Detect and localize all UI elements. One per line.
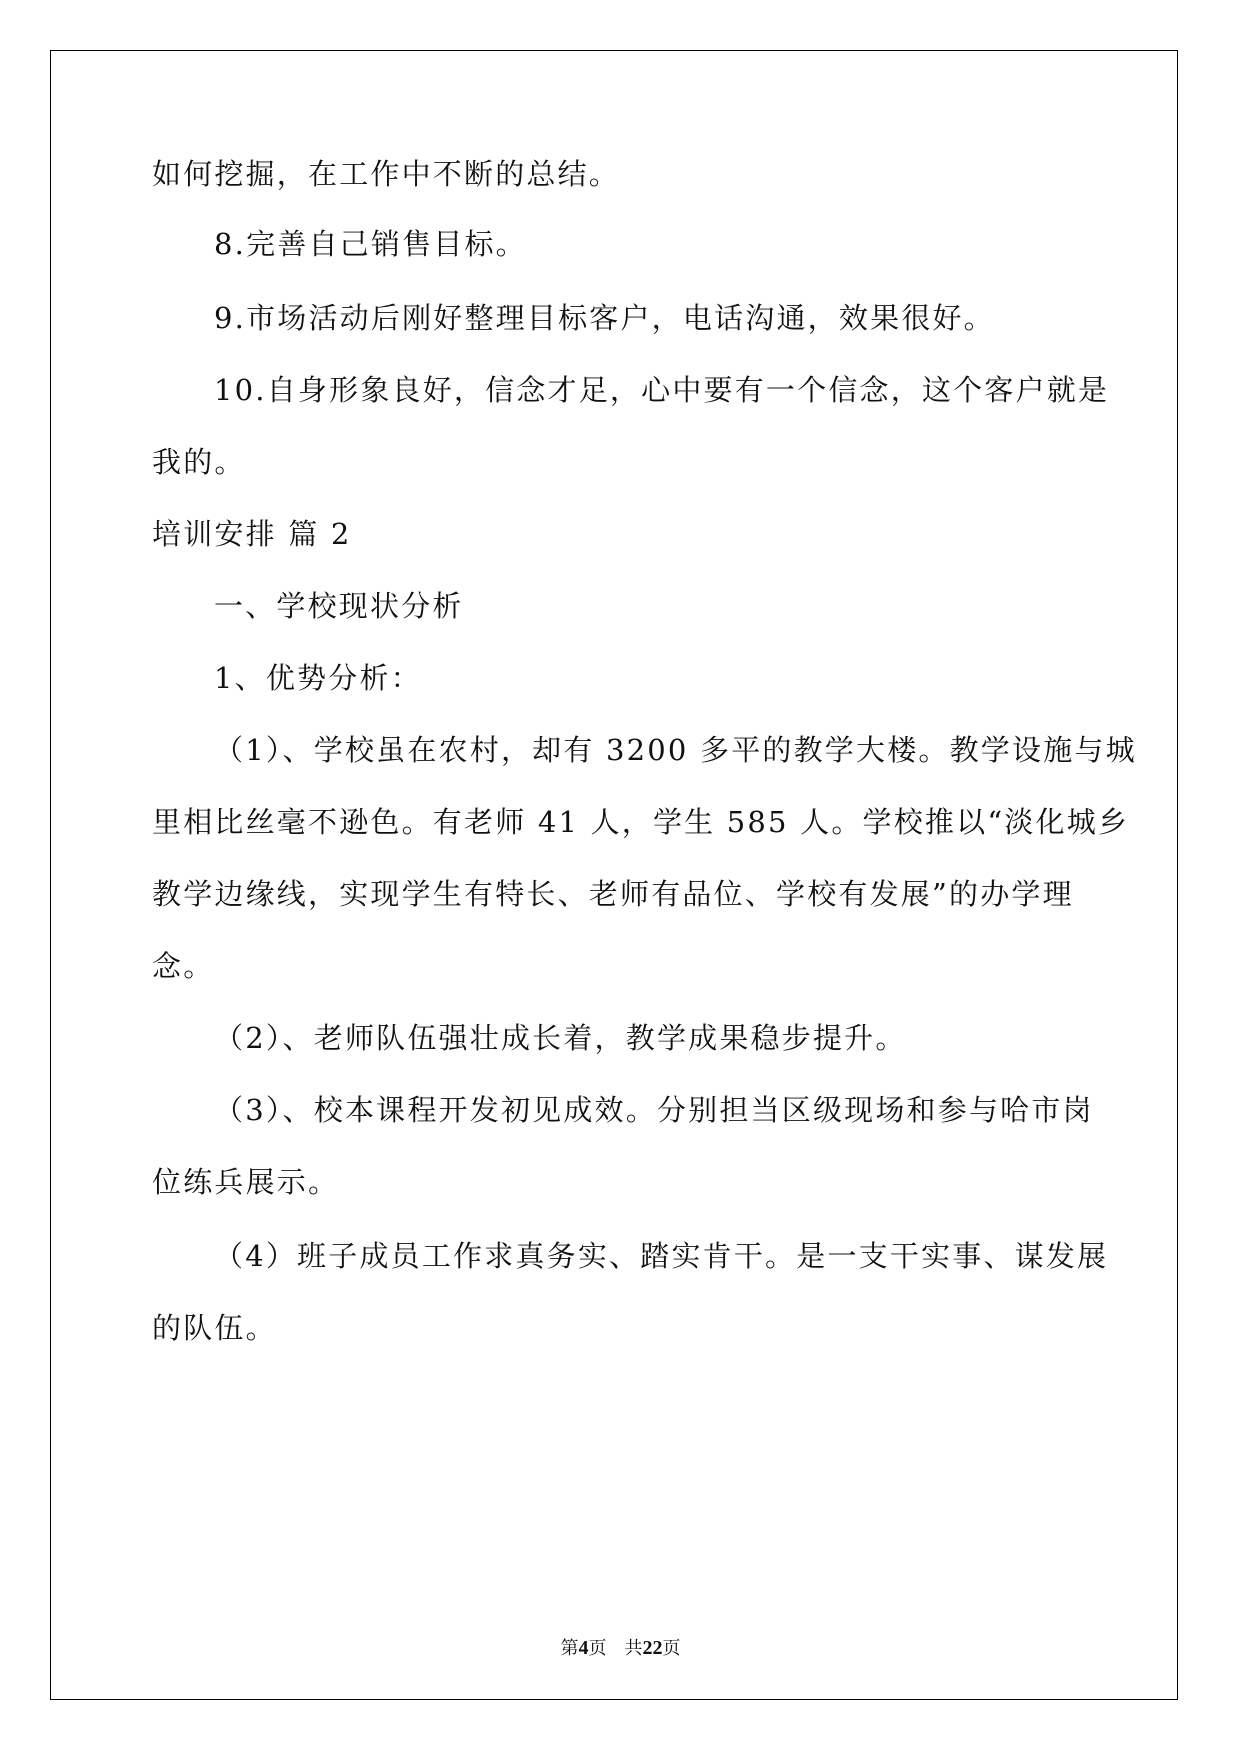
paragraph-line: 里相比丝毫不逊色。有老师 41 人，学生 585 人。学校推以“淡化城乡 (152, 805, 1130, 839)
paragraph-line: （3）、校本课程开发初见成效。分别担当区级现场和参与哈市岗 (214, 1093, 1094, 1127)
subsection-heading: 一、学校现状分析 (214, 589, 464, 623)
list-item-8: 8.完善自己销售目标。 (214, 227, 527, 261)
paragraph-line: （4）班子成员工作求真务实、踏实肯干。是一支干实事、谋发展 (214, 1239, 1109, 1273)
list-item-9: 9.市场活动后刚好整理目标客户，电话沟通，效果很好。 (214, 301, 995, 335)
paragraph-line: （2）、老师队伍强壮成长着，教学成果稳步提升。 (214, 1021, 907, 1055)
paragraph-line: （1）、学校虽在农村，却有 3200 多平的教学大楼。教学设施与城 (214, 733, 1137, 767)
page-footer (0, 1634, 1241, 1660)
total-label-suffix: 页 (662, 1638, 681, 1659)
total-label-prefix: 共 (624, 1638, 643, 1659)
page-label-prefix: 第 (560, 1638, 579, 1659)
paragraph-line: 我的。 (152, 445, 246, 479)
paragraph-line: 的队伍。 (152, 1311, 277, 1345)
total-pages: 22 (642, 1637, 663, 1659)
subsection-heading: 1、优势分析： (214, 661, 422, 695)
paragraph-line: 教学边缘线，实现学生有特长、老师有品位、学校有发展”的办学理 (152, 877, 1074, 911)
paragraph-line: 念。 (152, 949, 215, 983)
section-heading: 培训安排 篇 2 (152, 517, 352, 551)
list-item-10: 10.自身形象良好，信念才足，心中要有一个信念，这个客户就是 (214, 373, 1110, 407)
page-label-suffix: 页 (588, 1638, 607, 1659)
page-number: 4 (578, 1637, 589, 1659)
paragraph-line: 位练兵展示。 (152, 1165, 340, 1199)
paragraph-line: 如何挖掘，在工作中不断的总结。 (152, 157, 621, 191)
